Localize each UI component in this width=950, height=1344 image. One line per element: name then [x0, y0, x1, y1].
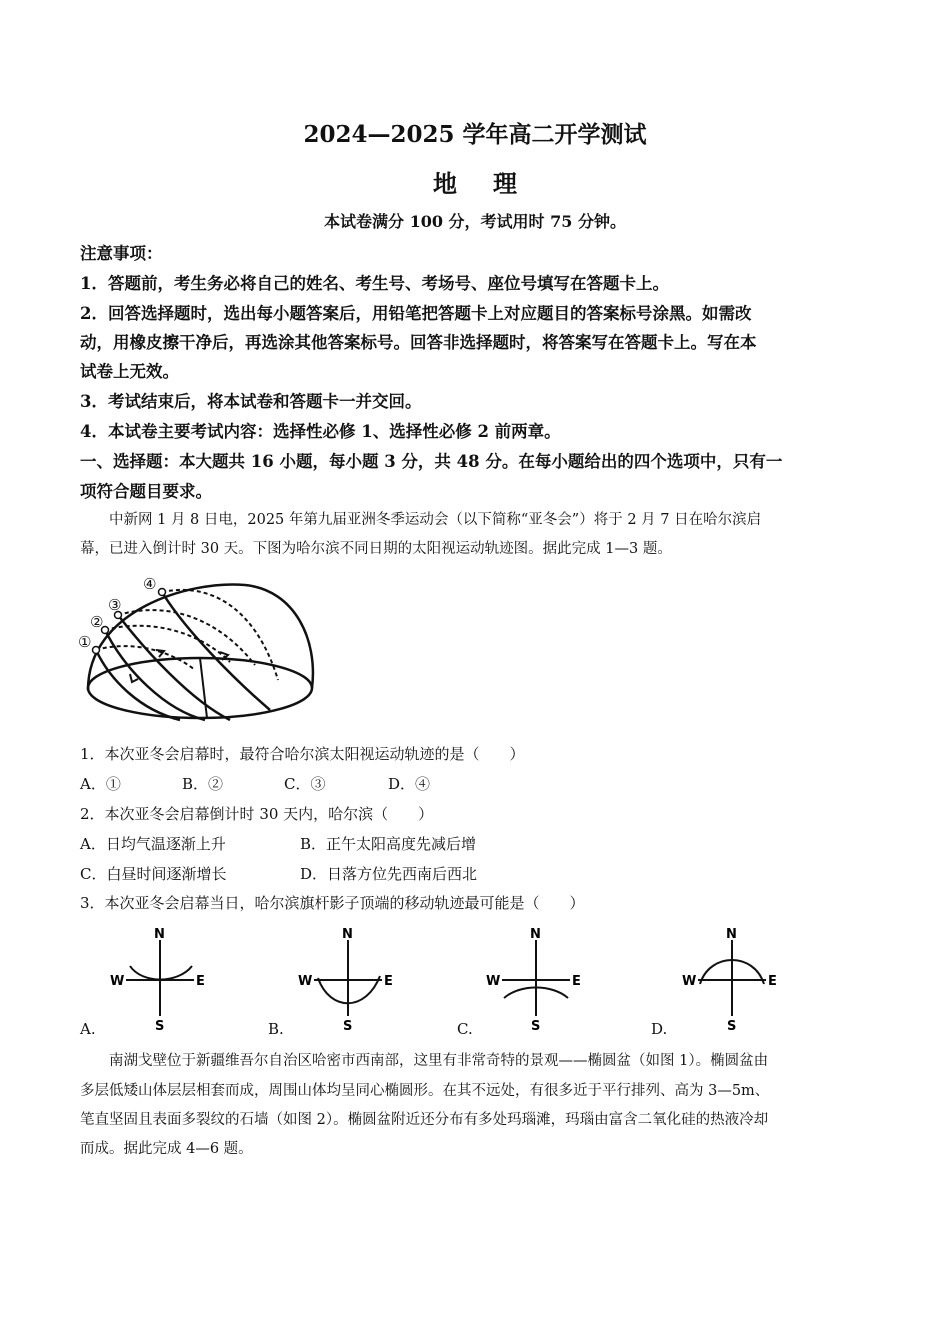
q2-option-d: D．日落方位先西南后西北 — [300, 865, 478, 883]
compass-n-label: N — [530, 927, 541, 942]
note-line: 试卷上无效。 — [80, 362, 179, 381]
q3-option-a: A. — [80, 1020, 96, 1038]
q3-option-d: D. — [651, 1020, 668, 1038]
passage-1-line: 幕，已进入倒计时 30 天。下图为哈尔滨不同日期的太阳视运动轨迹图。据此完成 1—3 题。 — [80, 541, 672, 557]
note-line: 动，用橡皮擦干净后，再选涂其他答案标号。回答非选择题时，将答案写在答题卡上。写在本 — [80, 333, 757, 352]
shadow-track-diagram-b — [296, 922, 400, 1034]
q1-option-c: C．③ — [284, 775, 326, 793]
passage-2-line: 多层低矮山体层层相套而成，周围山体均呈同心椭圆形。在其不远处，有很多近于平行排列、高为 3—5m、 — [80, 1083, 770, 1099]
note-line: 2．回答选择题时，选出每小题答案后，用铅笔把答题卡上对应题目的答案标号涂黑。如需改 — [80, 304, 752, 323]
q3-option-b: B. — [268, 1020, 284, 1038]
sun-path-diagram — [70, 570, 330, 735]
passage-1-line: 中新网 1 月 8 日电，2025 年第九届亚洲冬季运动会（以下简称“亚冬会”）将于 2 月 7 日在哈尔滨启 — [80, 512, 762, 528]
path-label-4: ④ — [143, 575, 157, 593]
compass-n-label: N — [342, 927, 353, 942]
shadow-track-diagram-d — [680, 922, 784, 1034]
note-line: 4．本试卷主要考试内容：选择性必修 1、选择性必修 2 前两章。 — [80, 422, 561, 441]
compass-s-label: S — [343, 1019, 353, 1034]
subject-title — [0, 164, 950, 199]
compass-w-label: W — [298, 974, 313, 989]
q2-option-a: A．日均气温逐渐上升 — [80, 835, 226, 853]
compass-w-label: W — [110, 974, 125, 989]
q1-option-d: D．④ — [388, 775, 431, 793]
passage-2-line: 而成。据此完成 4—6 题。 — [80, 1141, 253, 1157]
passage-2-line: 南湖戈壁位于新疆维吾尔自治区哈密市西南部，这里有非常奇特的景观——椭圆盆（如图 1）。椭圆盆由 — [80, 1053, 769, 1069]
section-heading-cont: 项符合题目要求。 — [80, 482, 212, 501]
compass-e-label: E — [572, 974, 581, 989]
q2-option-c: C．白昼时间逐渐增长 — [80, 865, 227, 883]
question-2-stem: 2．本次亚冬会启幕倒计时 30 天内，哈尔滨（ ） — [80, 805, 434, 823]
note-line: 1．答题前，考生务必将自己的姓名、考生号、考场号、座位号填写在答题卡上。 — [80, 274, 669, 293]
compass-w-label: W — [682, 974, 697, 989]
q2-option-b: B．正午太阳高度先减后增 — [300, 835, 477, 853]
compass-e-label: E — [768, 974, 777, 989]
notes-heading: 注意事项： — [80, 244, 163, 263]
passage-2-line: 笔直坚固且表面多裂纹的石墙（如图 2）。椭圆盆附近还分布有多处玛瑙滩，玛瑙由富含二氧化硅的热液冷却 — [80, 1112, 769, 1128]
q3-option-c: C. — [457, 1020, 473, 1038]
path-label-3: ③ — [108, 596, 122, 614]
note-line: 3．考试结束后，将本试卷和答题卡一并交回。 — [80, 392, 422, 411]
compass-s-label: S — [531, 1019, 541, 1034]
compass-s-label: S — [155, 1019, 165, 1034]
exam-info: 本试卷满分 100 分，考试用时 75 分钟。 — [324, 212, 626, 231]
subject-char-1: 地 — [433, 169, 457, 198]
q1-option-a: A．① — [80, 775, 121, 793]
exam-title: 2024—2025 学年高二开学测试 — [303, 121, 647, 148]
compass-e-label: E — [196, 974, 205, 989]
compass-w-label: W — [486, 974, 501, 989]
q1-option-b: B．② — [182, 775, 224, 793]
compass-n-label: N — [726, 927, 737, 942]
compass-s-label: S — [727, 1019, 737, 1034]
path-label-1: ① — [78, 633, 92, 651]
section-heading: 一、选择题：本大题共 16 小题，每小题 3 分，共 48 分。在每小题给出的四个选项中，只有一 — [80, 452, 783, 471]
question-3-stem: 3．本次亚冬会启幕当日，哈尔滨旗杆影子顶端的移动轨迹最可能是（ ） — [80, 894, 585, 912]
shadow-track-diagram-c — [484, 922, 588, 1034]
compass-e-label: E — [384, 974, 393, 989]
path-label-2: ② — [90, 613, 104, 631]
compass-n-label: N — [154, 927, 165, 942]
question-1-stem: 1．本次亚冬会启幕时，最符合哈尔滨太阳视运动轨迹的是（ ） — [80, 745, 525, 763]
shadow-track-diagram-a — [108, 922, 212, 1034]
subject-char-2: 理 — [493, 169, 517, 198]
